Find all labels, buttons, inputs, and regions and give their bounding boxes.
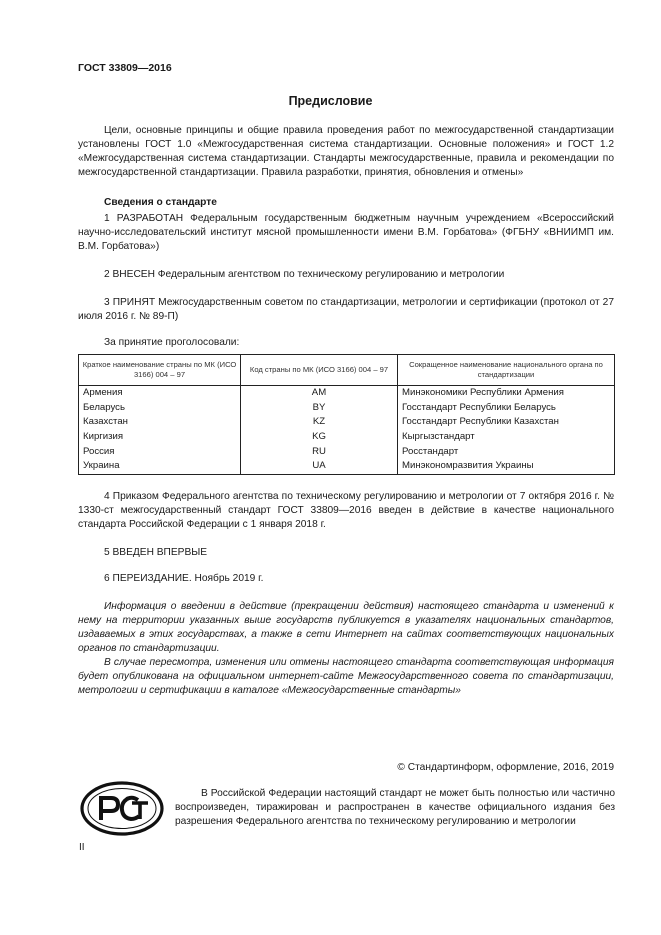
table-header-row (79, 355, 615, 386)
info-paragraph-revision: В случае пересмотра, изменения или отмены настоящего стандарта соответствующая информация будет опубликована на официальном интернет-сайте Межгосударственного совета по стандартизации, метрологии и сертификации в каталоге «Межгосударственные стандарты» (78, 657, 614, 696)
rst-logo-icon (80, 781, 164, 836)
table-row (79, 415, 615, 430)
country-cell: Украина (79, 459, 241, 474)
code-cell: RU (241, 444, 398, 459)
table-row (79, 444, 615, 459)
code-cell: UA (241, 459, 398, 474)
item-first-introduced: 5 ВВЕДЕН ВПЕРВЫЕ (104, 547, 208, 558)
item-introduced: 2 ВНЕСЕН Федеральным агентством по техническому регулированию и метрологии (104, 269, 505, 280)
voted-label: За принятие проголосовали: (104, 337, 240, 348)
code-cell: AM (241, 386, 398, 401)
country-cell: Россия (79, 444, 241, 459)
page-title: Предисловие (288, 94, 373, 108)
item-reissue: 6 ПЕРЕИЗДАНИЕ. Ноябрь 2019 г. (104, 573, 264, 584)
table-row (79, 386, 615, 401)
country-cell: Беларусь (79, 401, 241, 416)
code-cell: BY (241, 401, 398, 416)
code-cell: KG (241, 430, 398, 445)
country-cell: Казахстан (79, 415, 241, 430)
info-paragraph-publication: Информация о введении в действие (прекращении действия) настоящего стандарта и изменений к нему на территории указанных выше государств публикуется в указателях национальных стандартов, издаваемых в этих государствах, а также в сети Интернет на сайтах соответствующих национальных органов по стандартизации. (78, 601, 614, 654)
standard-code-header: ГОСТ 33809—2016 (78, 62, 172, 74)
page-number: II (79, 842, 85, 853)
item-developed: 1 РАЗРАБОТАН Федеральным государственным бюджетным научным учреждением «Всероссийский научно-исследовательский институт мясной промышленности имени В.М. Горбатова» (ФГБНУ «ВНИИМП им. В.М. Горбатова») (78, 213, 614, 252)
table-row (79, 459, 615, 474)
table-row (79, 430, 615, 445)
table-row (79, 401, 615, 416)
copyright-line: © Стандартинформ, оформление, 2016, 2019 (397, 762, 614, 773)
item-order: 4 Приказом Федерального агентства по техническому регулированию и метрологии от 7 октября 2016 г. № 1330-ст межгосударственный стандарт ГОСТ 33809—2016 введен в действие в качестве национального стандарта Российской Федерации с 1 января 2018 г. (78, 491, 614, 530)
body-cell: Минэкономики Республики Армения (398, 386, 615, 401)
code-cell: KZ (241, 415, 398, 430)
table-header-country: Краткое наименование страны по МК (ИСО 3166) 004 – 97 (79, 355, 241, 386)
country-cell: Киргизия (79, 430, 241, 445)
table-header-body: Сокращенное наименование национального органа по стандартизации (398, 355, 615, 386)
body-cell: Госстандарт Республики Казахстан (398, 415, 615, 430)
voting-table (78, 354, 615, 475)
rst-logo (80, 781, 164, 836)
table-header-code: Код страны по МК (ИСО 3166) 004 – 97 (241, 355, 398, 386)
body-cell: Кыргызстандарт (398, 430, 615, 445)
body-cell: Минэкономразвития Украины (398, 459, 615, 474)
body-cell: Госстандарт Республики Беларусь (398, 401, 615, 416)
intro-paragraph: Цели, основные принципы и общие правила проведения работ по межгосударственной стандартизации установлены ГОСТ 1.0 «Межгосударственная система стандартизации. Основные положения» и ГОСТ 1.2 «Межгосударственная система стандартизации. Стандарты межгосударственные, правила и рекомендации по межгосударственной стандартизации. Правила разработки, принятия, обновления и отмены» (78, 125, 614, 178)
item-adopted: 3 ПРИНЯТ Межгосударственным советом по стандартизации, метрологии и сертификации (протокол от 27 июля 2016 г. № 89-П) (78, 297, 614, 322)
section-heading: Сведения о стандарте (104, 197, 217, 208)
body-cell: Росстандарт (398, 444, 615, 459)
reproduction-notice: В Российской Федерации настоящий стандарт не может быть полностью или частично воспроизведен, тиражирован и распространен в качестве официального издания без разрешения Федерального агентства по техническому регулированию и метрологии (175, 788, 615, 827)
country-cell: Армения (79, 386, 241, 401)
